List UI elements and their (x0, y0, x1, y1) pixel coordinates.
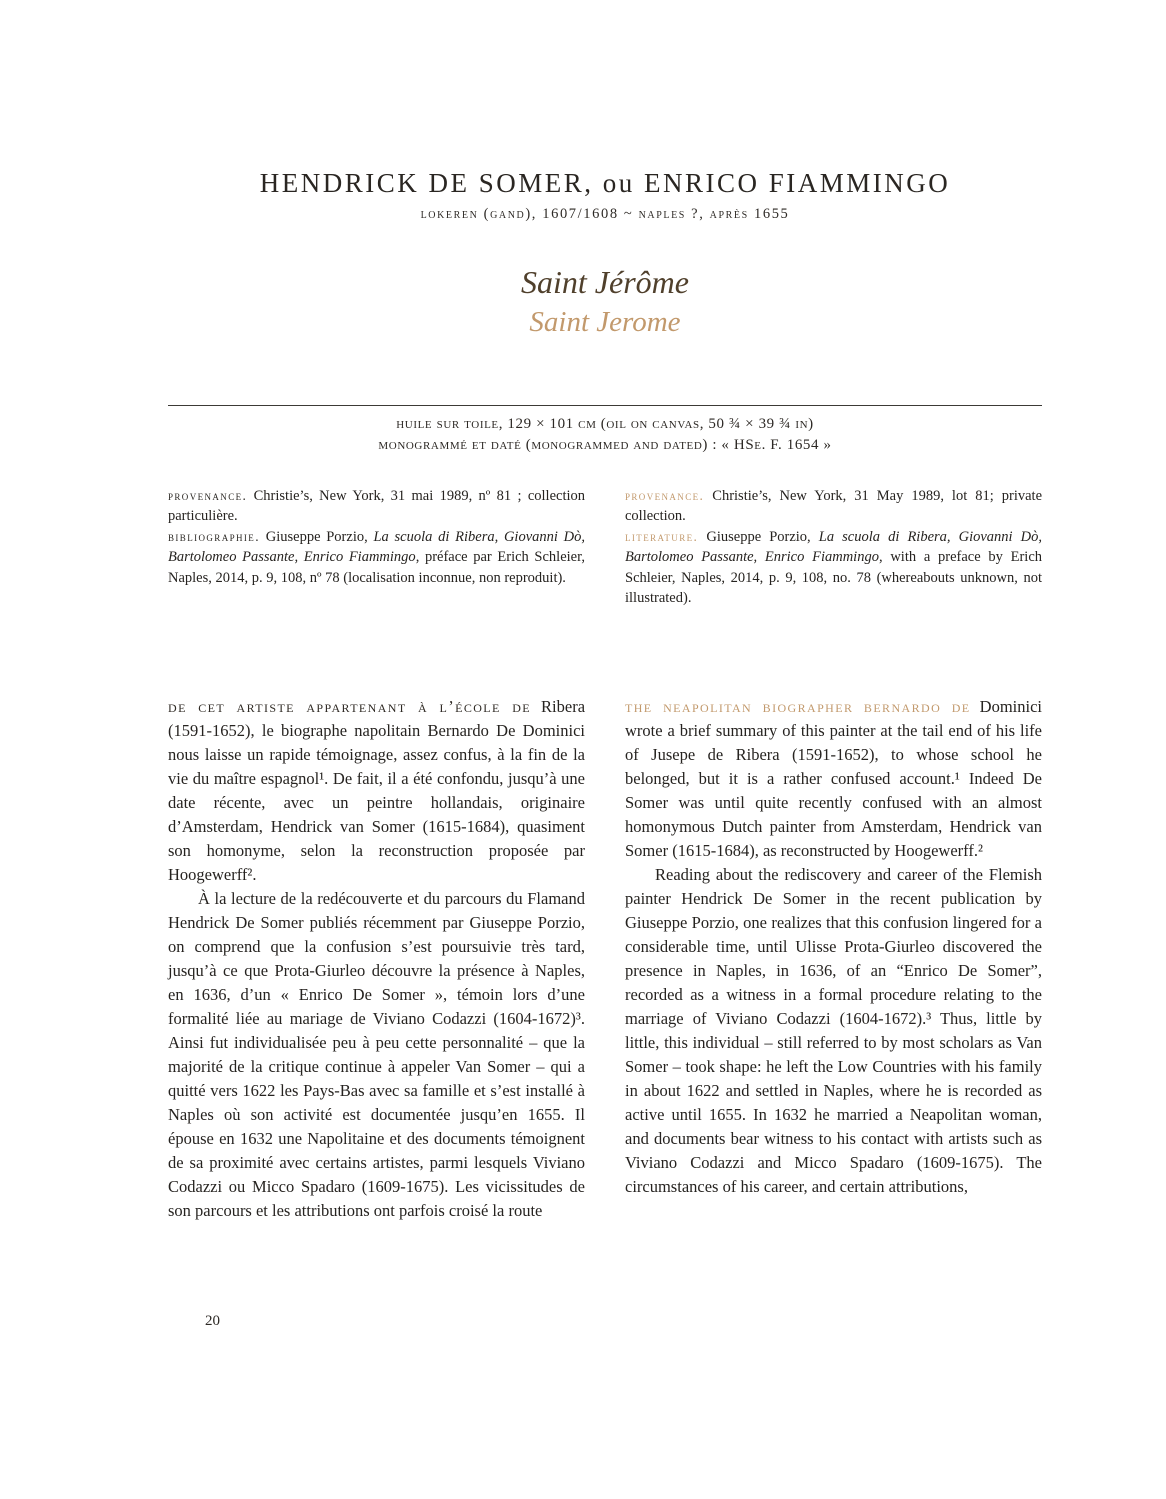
bibliography-text-before-fr: Giuseppe Porzio, (265, 528, 374, 545)
provenance-entry-en (625, 486, 1042, 527)
provenance-label-en: provenance. (625, 487, 705, 503)
essay-paragraph-1-text-en: Dominici wrote a brief summary of this painter at the tail end of his life of Jusepe de Ribera (1591-1652), to whose school he belonged, but it is a rather confused account.¹ Indeed De Somer was until quite recently confused with an almost homonymous Dutch painter from Amsterdam, Hendrick van Somer (1615-1684), as reconstructed by Hoogewerff.² (625, 696, 1042, 860)
literature-entry-en (625, 527, 1042, 609)
essay-lead-en: the neapolitan biographer bernardo de (625, 696, 971, 716)
essay-paragraph-2-en: Reading about the rediscovery and career of the Flemish painter Hendrick De Somer in the recent publication by Giuseppe Porzio, one realizes that this confusion lingered for a considerable time, until Ulisse Prota-Giurleo discovered the presence in Naples, in 1636, of an “Enrico De Somer”, recorded as a witness in a formal procedure relating to the marriage of Viviano Codazzi (1604-1672).³ Thus, little by little, this individual – still referred to by most scholars as Van Somer – took shape: he left the Low Countries with his family in about 1622 and settled in Naples, where he is recorded as active until 1655. In 1632 he married a Neapolitan woman, and documents bear witness to his contact with artists such as Viviano Codazzi and Micco Spadaro (1609-1675). The circumstances of his career, and certain attributions, (625, 864, 1042, 1196)
essay-column-english (625, 695, 1042, 1223)
catalogue-section (168, 486, 1042, 609)
provenance-entry-fr (168, 486, 585, 527)
essay-paragraph-2-fr: À la lecture de la redécouverte et du parcours du Flamand Hendrick De Somer publiés récemment par Giuseppe Porzio, on comprend que la confusion s’est poursuivie très tard, jusqu’à ce que Prota-Giurleo découvre la présence à Naples, en 1636, d’un « Enrico De Somer », témoin lors d’une formalité liée au mariage de Viviano Codazzi (1604-1672)³. Ainsi fut individualisée peu à peu cette personnalité – que la majorité de la critique continue à appeler Van Somer – qui a quitté vers 1622 les Pays-Bas avec sa famille et s’est installé à Naples où son activité est documentée jusqu’en 1655. Il épouse en 1632 une Napolitaine et des documents témoignent de sa proximité avec certains artistes, parmi lesquels Viviano Codazzi ou Micco Spadaro (1609-1675). Les vicissitudes de son parcours et les attributions ont parfois croisé la route (168, 888, 585, 1220)
literature-text-before-en: Giuseppe Porzio, (706, 528, 819, 545)
provenance-text-en: Christie’s, New York, 31 May 1989, lot 81; private collection. (625, 487, 1043, 524)
bibliography-label-fr: bibliographie. (168, 528, 260, 544)
bibliography-text-after-fr: , préface par Erich Schleier, Naples, 2014, p. 9, 108, nº 78 (localisation inconnue, non reproduit). (168, 549, 585, 586)
artist-name: HENDRICK DE SOMER, ou ENRICO FIAMMINGO (259, 168, 951, 198)
bibliography-entry-fr (168, 527, 585, 589)
provenance-label-fr: provenance. (168, 487, 248, 503)
work-title-french: Saint Jérôme (521, 263, 689, 300)
inscription-line: monogrammé et daté (monogrammed and dated) : « HSe. F. 1654 » (378, 436, 832, 453)
essay-lead-fr: de cet artiste appartenant à l’école de (168, 696, 531, 716)
tombstone (168, 414, 1042, 456)
work-title-english: Saint Jerome (529, 305, 681, 338)
literature-text-after-en: , with a preface by Erich Schleier, Naples, 2014, p. 9, 108, no. 78 (whereabouts unknown, not illustrated). (625, 549, 1043, 606)
catalogue-column-french (168, 486, 585, 609)
medium-line: huile sur toile, 129 × 101 cm (oil on canvas, 50 ¾ × 39 ¾ in) (396, 415, 814, 432)
page-content (168, 0, 1042, 1223)
page-number: 20 (205, 1313, 220, 1329)
divider-rule (168, 405, 1042, 406)
catalogue-column-english (625, 486, 1042, 609)
essay-section (168, 695, 1042, 1223)
essay-column-french (168, 695, 585, 1223)
essay-paragraph-1-en (625, 695, 1042, 863)
essay-paragraph-1-fr (168, 695, 585, 887)
provenance-text-fr: Christie’s, New York, 31 mai 1989, nº 81 ; collection particulière. (168, 487, 586, 524)
essay-paragraph-1-text-fr: Ribera (1591-1652), le biographe napolitain Bernardo De Dominici nous laisse un rapide témoignage, assez confus, à la fin de la vie du maître espagnol¹. De fait, il a été confondu, jusqu’à une date récente, avec un peintre hollandais, originaire d’Amsterdam, Hendrick van Somer (1615-1684), quasiment son homonyme, selon la reconstruction proposée par Hoogewerff². (168, 696, 586, 884)
literature-book-title-en: La scuola di Ribera, Giovanni Dò, Bartolomeo Passante, Enrico Fiammingo (625, 528, 1042, 565)
artist-dates: lokeren (gand), 1607/1608 ~ naples ?, après 1655 (420, 206, 790, 222)
bibliography-book-title-fr: La scuola di Ribera, Giovanni Dò, Bartolomeo Passante, Enrico Fiammingo (168, 528, 586, 565)
literature-label-en: literature. (625, 528, 699, 544)
entry-header (168, 170, 1042, 337)
